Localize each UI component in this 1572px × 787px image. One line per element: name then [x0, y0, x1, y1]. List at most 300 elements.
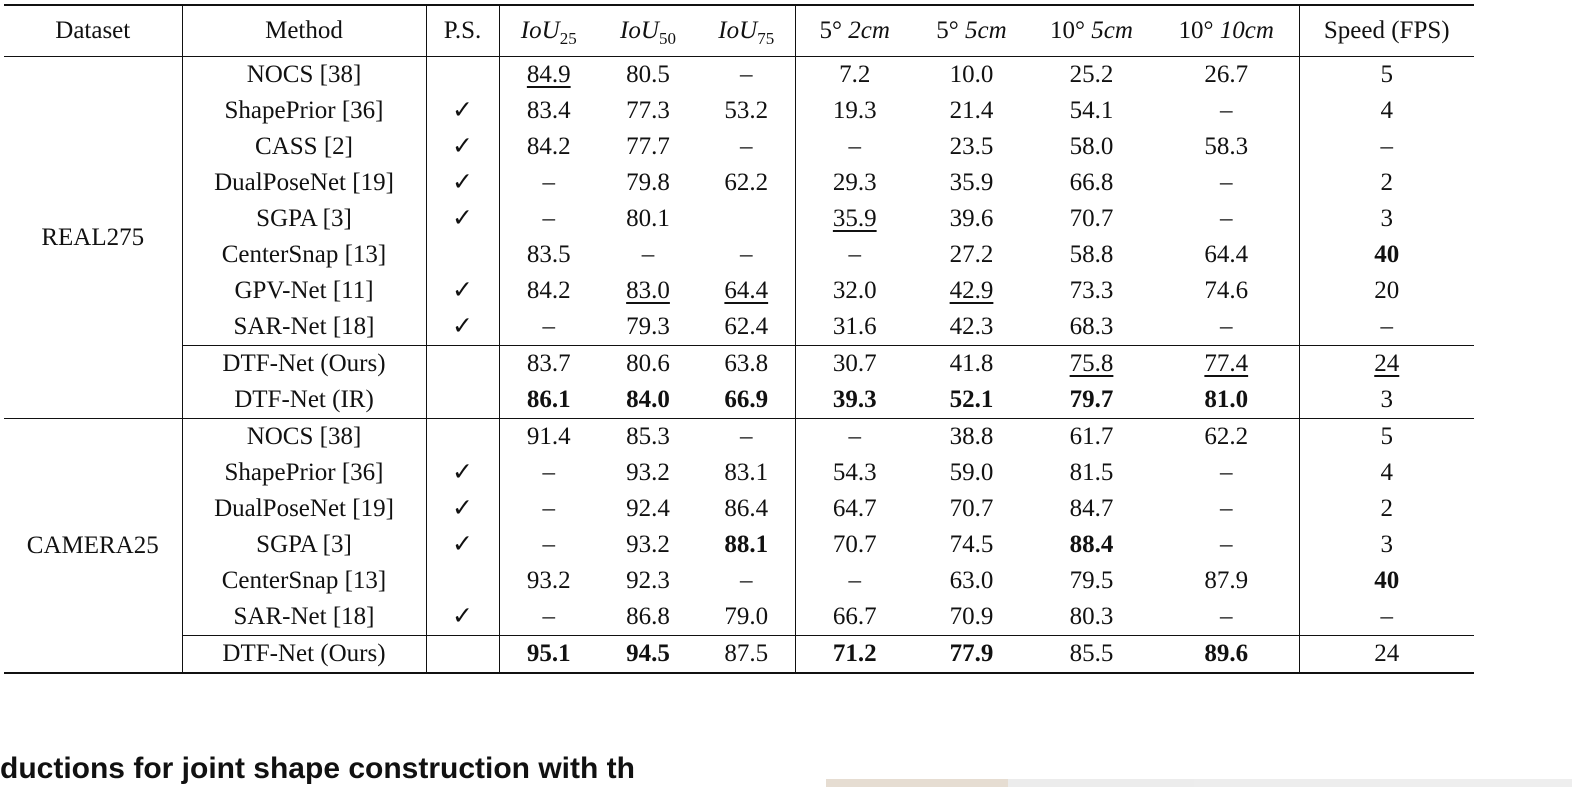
10deg-10cm-cell [1154, 455, 1299, 491]
metric-value: – [542, 169, 555, 196]
5deg-5cm-cell [914, 636, 1029, 674]
iou75-cell [698, 419, 795, 456]
10deg-10cm-cell [1154, 563, 1299, 599]
5deg-5cm-cell [914, 491, 1029, 527]
metric-value: 84.2 [526, 277, 571, 304]
method-cell: NOCS [38] [182, 57, 426, 94]
10deg-5cm-cell [1029, 527, 1154, 563]
metric-value: 95.1 [526, 640, 571, 667]
speed-cell [1299, 93, 1474, 129]
metric-value: 84.0 [626, 386, 670, 413]
metric-value: 2 [1380, 169, 1393, 196]
metric-value: 83.0 [626, 277, 670, 304]
metric-value: 64.4 [1204, 241, 1249, 268]
metric-value: 77.4 [1204, 350, 1249, 377]
iou75-cell [698, 527, 795, 563]
5deg-5cm-cell [914, 527, 1029, 563]
iou25-cell [499, 527, 598, 563]
metric-value: – [542, 459, 555, 486]
speed-cell [1299, 599, 1474, 636]
iou75-cell [698, 636, 795, 674]
header-iou25: IoU$_{25}$ [499, 5, 598, 57]
metric-value: 63.0 [949, 567, 994, 594]
header-iou75: IoU$_{75}$ [698, 5, 795, 57]
ps-check-cell [426, 237, 499, 273]
metric-value: 3 [1380, 531, 1393, 558]
metric-value: 83.1 [724, 459, 769, 486]
metric-value: 64.7 [832, 495, 877, 522]
method-cell: NOCS [38] [182, 419, 426, 456]
speed-cell [1299, 563, 1474, 599]
5deg-2cm-cell [795, 93, 914, 129]
5deg-2cm-cell [795, 419, 914, 456]
10deg-10cm-cell [1154, 636, 1299, 674]
metric-value: – [542, 205, 555, 232]
metric-value: – [1220, 169, 1233, 196]
iou50-cell [598, 636, 698, 674]
metric-value: 27.2 [949, 241, 994, 268]
iou50-cell [598, 491, 698, 527]
5deg-2cm-cell [795, 165, 914, 201]
speed-cell [1299, 636, 1474, 674]
figure-thumb [826, 779, 1008, 787]
metric-value: 31.6 [832, 313, 877, 340]
table-row [4, 419, 1474, 456]
metric-value: – [1220, 313, 1233, 340]
metric-value: 85.5 [1069, 640, 1114, 667]
metric-value: 24 [1374, 350, 1400, 377]
method-cell: ShapePrior [36] [182, 93, 426, 129]
table-header [4, 5, 1474, 57]
table-body [4, 57, 1474, 674]
speed-cell [1299, 382, 1474, 419]
ps-check-cell: ✓ [426, 273, 499, 309]
dataset-label: CAMERA25 [4, 419, 182, 674]
metric-value: 86.8 [626, 603, 670, 630]
speed-cell [1299, 309, 1474, 346]
ps-check-cell [426, 382, 499, 419]
5deg-5cm-cell [914, 273, 1029, 309]
5deg-5cm-cell [914, 237, 1029, 273]
iou25-cell [499, 165, 598, 201]
metric-value: 77.9 [949, 640, 994, 667]
metric-value: 92.4 [626, 495, 670, 522]
table-row [4, 636, 1474, 674]
metric-value: 42.3 [949, 313, 994, 340]
5deg-2cm-cell [795, 129, 914, 165]
table-row [4, 309, 1474, 346]
metric-value: – [740, 61, 753, 88]
metric-value: – [1380, 313, 1393, 340]
metric-value: 66.8 [1069, 169, 1114, 196]
iou25-cell [499, 57, 598, 94]
metric-value: – [740, 241, 753, 268]
header-10deg-5cm: 10° 5cm [1029, 5, 1154, 57]
metric-value: 53.2 [724, 97, 769, 124]
iou75-cell [698, 599, 795, 636]
metric-value: 70.9 [949, 603, 994, 630]
metric-value: 86.1 [526, 386, 571, 413]
10deg-10cm-cell [1154, 237, 1299, 273]
header-10deg-10cm: 10° 10cm [1154, 5, 1299, 57]
metric-value: 52.1 [949, 386, 994, 413]
10deg-5cm-cell [1029, 93, 1154, 129]
metric-value: 84.7 [1069, 495, 1114, 522]
metric-value: 77.3 [626, 97, 670, 124]
table-row [4, 599, 1474, 636]
metric-value: 26.7 [1204, 61, 1249, 88]
header-speed: Speed (FPS) [1299, 5, 1474, 57]
header-iou50: IoU$_{50}$ [598, 5, 698, 57]
5deg-5cm-cell [914, 57, 1029, 94]
iou25-cell [499, 273, 598, 309]
metric-value: 23.5 [949, 133, 994, 160]
method-cell: SGPA [3] [182, 201, 426, 237]
metric-value: 70.7 [832, 531, 877, 558]
metric-value: 3 [1380, 386, 1393, 413]
metric-value: – [542, 531, 555, 558]
iou50-cell [598, 201, 698, 237]
header-5deg-5cm: 5° 5cm [914, 5, 1029, 57]
5deg-5cm-cell [914, 346, 1029, 383]
10deg-5cm-cell [1029, 491, 1154, 527]
metric-value: 80.5 [626, 61, 670, 88]
10deg-5cm-cell [1029, 563, 1154, 599]
metric-value: 70.7 [949, 495, 994, 522]
speed-cell [1299, 201, 1474, 237]
metric-value: 39.3 [832, 386, 877, 413]
ps-check-cell: ✓ [426, 201, 499, 237]
iou50-cell [598, 273, 698, 309]
method-cell: DTF-Net (Ours) [182, 346, 426, 383]
metric-value: 61.7 [1069, 423, 1114, 450]
metric-value: 35.9 [832, 205, 877, 232]
iou25-cell [499, 201, 598, 237]
5deg-5cm-cell [914, 309, 1029, 346]
method-cell: CenterSnap [13] [182, 563, 426, 599]
metric-value: 83.5 [526, 241, 571, 268]
metric-value: 7.2 [839, 61, 871, 88]
iou50-cell [598, 563, 698, 599]
speed-cell [1299, 491, 1474, 527]
metric-value: – [1220, 603, 1233, 630]
5deg-5cm-cell [914, 129, 1029, 165]
metric-value: 54.3 [832, 459, 877, 486]
iou75-cell [698, 491, 795, 527]
iou25-cell [499, 419, 598, 456]
ps-check-cell: ✓ [426, 165, 499, 201]
method-cell: CASS [2] [182, 129, 426, 165]
5deg-2cm-cell [795, 455, 914, 491]
metric-value: – [1220, 97, 1233, 124]
metric-value: 58.3 [1204, 133, 1249, 160]
metric-value: 80.1 [626, 205, 670, 232]
iou75-cell [698, 165, 795, 201]
5deg-2cm-cell [795, 636, 914, 674]
5deg-2cm-cell [795, 57, 914, 94]
speed-cell [1299, 346, 1474, 383]
metric-value: – [542, 495, 555, 522]
10deg-10cm-cell [1154, 346, 1299, 383]
10deg-5cm-cell [1029, 636, 1154, 674]
metric-value: – [1220, 205, 1233, 232]
5deg-2cm-cell [795, 491, 914, 527]
ps-check-cell: ✓ [426, 599, 499, 636]
metric-value: 24 [1374, 640, 1400, 667]
metric-value: 40 [1374, 241, 1400, 268]
ps-check-cell: ✓ [426, 455, 499, 491]
metric-value: 92.3 [626, 567, 670, 594]
results-table-container [4, 4, 1474, 674]
metric-value: 79.0 [724, 603, 769, 630]
iou50-cell [598, 237, 698, 273]
5deg-5cm-cell [914, 563, 1029, 599]
metric-value: – [542, 603, 555, 630]
metric-value: 83.7 [526, 350, 571, 377]
metric-value: 71.2 [832, 640, 877, 667]
metric-value: 70.7 [1069, 205, 1114, 232]
table-row [4, 201, 1474, 237]
metric-value: 81.0 [1204, 386, 1249, 413]
results-table [4, 4, 1474, 674]
metric-value: 4 [1380, 97, 1393, 124]
metric-value: 93.2 [626, 459, 670, 486]
iou75-cell [698, 563, 795, 599]
10deg-5cm-cell [1029, 165, 1154, 201]
speed-cell [1299, 419, 1474, 456]
metric-value: – [848, 241, 861, 268]
table-row [4, 129, 1474, 165]
metric-value: – [641, 241, 655, 268]
metric-value: 39.6 [949, 205, 994, 232]
speed-cell [1299, 455, 1474, 491]
10deg-5cm-cell [1029, 273, 1154, 309]
table-row [4, 165, 1474, 201]
ps-check-cell [426, 636, 499, 674]
metric-value: 58.8 [1069, 241, 1114, 268]
ps-check-cell [426, 346, 499, 383]
metric-value: 59.0 [949, 459, 994, 486]
table-row [4, 527, 1474, 563]
10deg-5cm-cell [1029, 346, 1154, 383]
metric-value: 84.9 [526, 61, 571, 88]
iou50-cell [598, 599, 698, 636]
metric-value: 32.0 [832, 277, 877, 304]
10deg-10cm-cell [1154, 165, 1299, 201]
10deg-5cm-cell [1029, 129, 1154, 165]
metric-value: – [848, 423, 861, 450]
metric-value: 93.2 [526, 567, 571, 594]
header-5deg-2cm: 5° 2cm [795, 5, 914, 57]
table-row [4, 346, 1474, 383]
metric-value: 86.4 [724, 495, 769, 522]
figure-thumb [1194, 779, 1380, 787]
metric-value: 77.7 [626, 133, 670, 160]
5deg-5cm-cell [914, 599, 1029, 636]
10deg-5cm-cell [1029, 57, 1154, 94]
10deg-5cm-cell [1029, 599, 1154, 636]
method-cell: SGPA [3] [182, 527, 426, 563]
metric-value: – [848, 133, 861, 160]
ps-check-cell: ✓ [426, 129, 499, 165]
10deg-10cm-cell [1154, 309, 1299, 346]
5deg-5cm-cell [914, 93, 1029, 129]
iou25-cell [499, 346, 598, 383]
10deg-10cm-cell [1154, 419, 1299, 456]
metric-value: 29.3 [832, 169, 877, 196]
method-cell: DualPoseNet [19] [182, 165, 426, 201]
10deg-10cm-cell [1154, 599, 1299, 636]
5deg-5cm-cell [914, 201, 1029, 237]
iou50-cell [598, 129, 698, 165]
metric-value: 4 [1380, 459, 1393, 486]
metric-value: 81.5 [1069, 459, 1114, 486]
metric-value: 80.6 [626, 350, 670, 377]
metric-value: 63.8 [724, 350, 769, 377]
5deg-5cm-cell [914, 419, 1029, 456]
metric-value: 80.3 [1069, 603, 1114, 630]
header-dataset: Dataset [4, 5, 182, 57]
method-cell: CenterSnap [13] [182, 237, 426, 273]
iou25-cell [499, 382, 598, 419]
metric-value: 38.8 [949, 423, 994, 450]
iou75-cell [698, 382, 795, 419]
10deg-10cm-cell [1154, 201, 1299, 237]
5deg-5cm-cell [914, 165, 1029, 201]
10deg-10cm-cell [1154, 273, 1299, 309]
ps-check-cell [426, 419, 499, 456]
method-cell: DTF-Net (IR) [182, 382, 426, 419]
iou75-cell [698, 273, 795, 309]
method-cell: SAR-Net [18] [182, 309, 426, 346]
metric-value: – [1380, 133, 1393, 160]
metric-value: 88.1 [724, 531, 769, 558]
10deg-5cm-cell [1029, 237, 1154, 273]
metric-value: 30.7 [832, 350, 877, 377]
table-row [4, 57, 1474, 94]
table-row [4, 563, 1474, 599]
5deg-2cm-cell [795, 599, 914, 636]
table-row [4, 382, 1474, 419]
method-cell: ShapePrior [36] [182, 455, 426, 491]
iou25-cell [499, 599, 598, 636]
iou50-cell [598, 527, 698, 563]
speed-cell [1299, 273, 1474, 309]
10deg-5cm-cell [1029, 201, 1154, 237]
metric-value: 19.3 [832, 97, 877, 124]
ps-check-cell: ✓ [426, 491, 499, 527]
table-row [4, 491, 1474, 527]
iou50-cell [598, 346, 698, 383]
metric-value: 20 [1374, 277, 1400, 304]
iou50-cell [598, 455, 698, 491]
method-cell: SAR-Net [18] [182, 599, 426, 636]
metric-value: – [740, 423, 753, 450]
metric-value: 58.0 [1069, 133, 1114, 160]
iou25-cell [499, 93, 598, 129]
5deg-2cm-cell [795, 346, 914, 383]
5deg-2cm-cell [795, 237, 914, 273]
ps-check-cell: ✓ [426, 309, 499, 346]
metric-value: 64.4 [724, 277, 769, 304]
iou25-cell [499, 563, 598, 599]
metric-value: 88.4 [1069, 531, 1114, 558]
metric-value: 74.5 [949, 531, 994, 558]
speed-cell [1299, 237, 1474, 273]
metric-value: 73.3 [1069, 277, 1114, 304]
metric-value: 75.8 [1069, 350, 1114, 377]
iou50-cell [598, 93, 698, 129]
ps-check-cell [426, 563, 499, 599]
table-row [4, 455, 1474, 491]
method-cell: DualPoseNet [19] [182, 491, 426, 527]
5deg-2cm-cell [795, 382, 914, 419]
iou75-cell [698, 346, 795, 383]
iou75-cell [698, 57, 795, 94]
iou25-cell [499, 455, 598, 491]
iou25-cell [499, 237, 598, 273]
metric-value: – [1220, 495, 1233, 522]
5deg-5cm-cell [914, 455, 1029, 491]
metric-value: 94.5 [626, 640, 670, 667]
iou50-cell [598, 57, 698, 94]
iou75-cell [698, 201, 795, 237]
10deg-10cm-cell [1154, 57, 1299, 94]
iou25-cell [499, 636, 598, 674]
metric-value: 66.7 [832, 603, 877, 630]
metric-value: 62.2 [1204, 423, 1249, 450]
metric-value: 84.2 [526, 133, 571, 160]
metric-value: 21.4 [949, 97, 994, 124]
table-row [4, 273, 1474, 309]
10deg-5cm-cell [1029, 382, 1154, 419]
dataset-label: REAL275 [4, 57, 182, 419]
metric-value: – [1220, 459, 1233, 486]
iou50-cell [598, 309, 698, 346]
10deg-10cm-cell [1154, 129, 1299, 165]
metric-value: 40 [1374, 567, 1400, 594]
metric-value: – [740, 567, 753, 594]
speed-cell [1299, 57, 1474, 94]
metric-value: 5 [1380, 423, 1393, 450]
5deg-2cm-cell [795, 201, 914, 237]
speed-cell [1299, 527, 1474, 563]
method-cell: GPV-Net [11] [182, 273, 426, 309]
iou50-cell [598, 419, 698, 456]
metric-value: 74.6 [1204, 277, 1249, 304]
table-row [4, 93, 1474, 129]
metric-value: 66.9 [724, 386, 769, 413]
metric-value: 79.5 [1069, 567, 1114, 594]
metric-value: – [1380, 603, 1393, 630]
iou25-cell [499, 309, 598, 346]
metric-value: 79.7 [1069, 386, 1114, 413]
metric-value: 41.8 [949, 350, 994, 377]
metric-value: – [1220, 531, 1233, 558]
metric-value: 42.9 [949, 277, 994, 304]
method-cell: DTF-Net (Ours) [182, 636, 426, 674]
metric-value: 93.2 [626, 531, 670, 558]
5deg-2cm-cell [795, 309, 914, 346]
metric-value: 87.5 [724, 640, 769, 667]
metric-value: – [848, 567, 861, 594]
metric-value: 25.2 [1069, 61, 1114, 88]
ps-check-cell [426, 57, 499, 94]
table-row [4, 237, 1474, 273]
5deg-2cm-cell [795, 527, 914, 563]
10deg-5cm-cell [1029, 419, 1154, 456]
metric-value: 35.9 [949, 169, 994, 196]
